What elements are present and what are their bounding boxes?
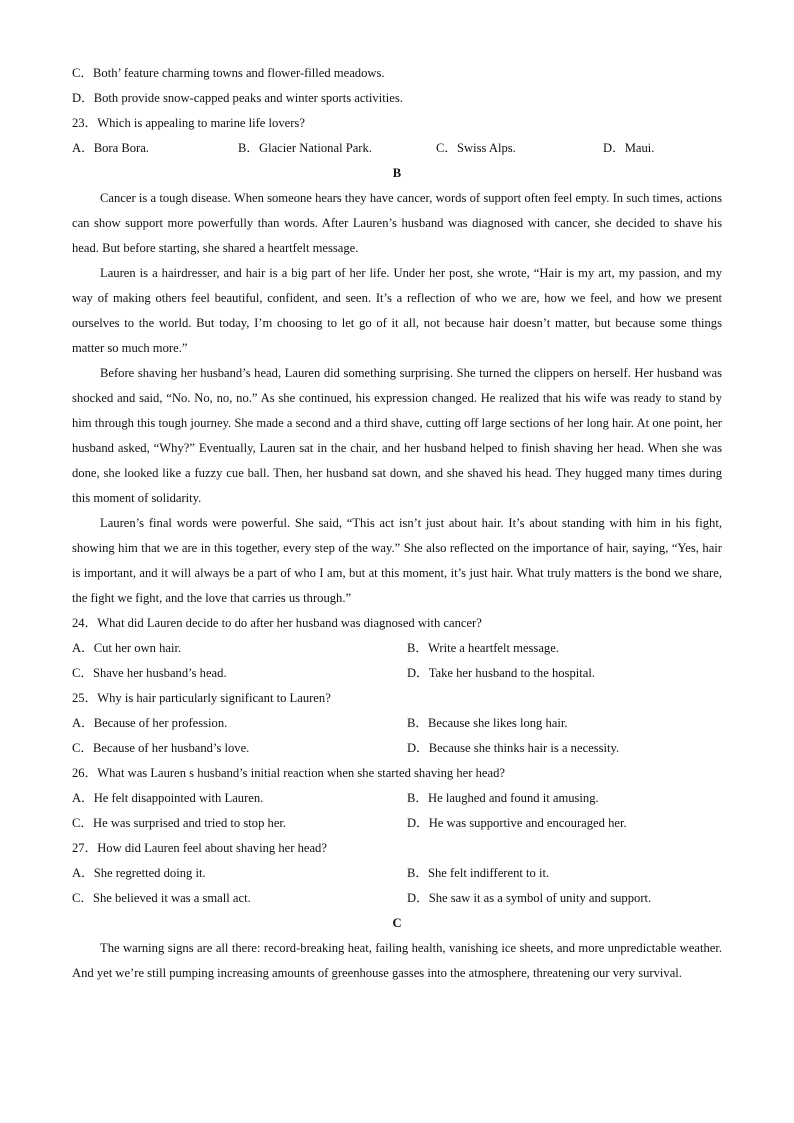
q22-option-d: D．Both provide snow-capped peaks and winter sports activities. (72, 91, 403, 105)
q26-option-a: A．He felt disappointed with Lauren. (72, 791, 264, 805)
q27-option-b: B．She felt indifferent to it. (407, 866, 550, 880)
section-b-paragraph: Before shaving her husband’s head, Lauren did something surprising. She turned the clippers on herself. Her husband was shocked and said, “No. No, no, no.” As she continued, his expression changed. He realized that his wife was ready to stand by him through this tough journey. She made a second and a third shave, cutting off large sections of her long hair. At one point, her husband asked, “Why?” Eventually, Lauren sat in the chair, and her husband helped to finish shaving her head. When she was done, she looked like a fuzzy cue ball. Then, her husband sat down, and she shaved his head. They hugged many times during this moment of solidarity. (72, 366, 722, 505)
q25-options-row-2 (72, 736, 722, 761)
q23-option-a: A．Bora Bora. (72, 141, 149, 155)
section-b-paragraph: Cancer is a tough disease. When someone hears they have cancer, words of support often feel empty. In such times, actions can show support more powerfully than words. After Lauren’s husband was diagnosed with cancer, she decided to shave his head. But before starting, she shared a heartfelt message. (72, 191, 722, 255)
q24-option-b: B．Write a heartfelt message. (407, 641, 559, 655)
q23-option-b: B．Glacier National Park. (238, 141, 372, 155)
q23-option-c: C．Swiss Alps. (436, 141, 516, 155)
q27-stem: 27．How did Lauren feel about shaving her head? (72, 841, 327, 855)
q24-option-c: C．Shave her husband’s head. (72, 666, 227, 680)
q25-option-c: C．Because of her husband’s love. (72, 741, 250, 755)
q23-options (72, 136, 722, 161)
q26-options-row-2 (72, 811, 722, 836)
exam-page (72, 61, 722, 986)
q24-options-row-2 (72, 661, 722, 686)
q25-options-row-1 (72, 711, 722, 736)
section-b-paragraph: Lauren’s final words were powerful. She said, “This act isn’t just about hair. It’s about standing with him in his fight, showing him that we are in this together, every step of the way.” She also reflected on the importance of hair, saying, “Yes, hair is important, and it will always be a part of who I am, but at this moment, it’s just hair. What truly matters is the bond we share, the fight we fight, and the love that carries us through.” (72, 516, 722, 605)
section-c-heading: C (392, 916, 402, 930)
q24-stem: 24．What did Lauren decide to do after her husband was diagnosed with cancer? (72, 616, 482, 630)
section-c-paragraph: The warning signs are all there: record-breaking heat, failing health, vanishing ice sheets, and more unpredictable weather. And yet we’re still pumping increasing amounts of greenhouse gasses into the atmosphere, threatening our very survival. (72, 941, 722, 980)
q24-options-row-1 (72, 636, 722, 661)
q22-option-c: C．Both’ feature charming towns and flower-filled meadows. (72, 66, 385, 80)
q27-option-a: A．She regretted doing it. (72, 866, 206, 880)
q23-option-d: D．Maui. (603, 141, 655, 155)
q27-option-c: C．She believed it was a small act. (72, 891, 251, 905)
q25-stem: 25．Why is hair particularly significant to Lauren? (72, 691, 331, 705)
section-b-heading: B (392, 166, 402, 180)
q25-option-a: A．Because of her profession. (72, 716, 228, 730)
q27-option-d: D．She saw it as a symbol of unity and support. (407, 891, 652, 905)
q25-option-d: D．Because she thinks hair is a necessity. (407, 741, 620, 755)
q23-stem: 23．Which is appealing to marine life lovers? (72, 116, 305, 130)
q27-options-row-2 (72, 886, 722, 911)
q25-option-b: B．Because she likes long hair. (407, 716, 568, 730)
q26-options-row-1 (72, 786, 722, 811)
q26-option-d: D．He was supportive and encouraged her. (407, 816, 627, 830)
q26-option-b: B．He laughed and found it amusing. (407, 791, 599, 805)
q24-option-a: A．Cut her own hair. (72, 641, 182, 655)
q26-stem: 26．What was Lauren s husband’s initial reaction when she started shaving her head? (72, 766, 505, 780)
q24-option-d: D．Take her husband to the hospital. (407, 666, 595, 680)
section-b-paragraph: Lauren is a hairdresser, and hair is a big part of her life. Under her post, she wrote, “Hair is my art, my passion, and my way of making others feel beautiful, confident, and seen. It’s a reflection of who we are, how we feel, and how we present ourselves to the world. But today, I’m choosing to let go of it all, not because hair doesn’t matter, but because some things matter so much more.” (72, 266, 722, 355)
q26-option-c: C．He was surprised and tried to stop her. (72, 816, 287, 830)
q27-options-row-1 (72, 861, 722, 886)
